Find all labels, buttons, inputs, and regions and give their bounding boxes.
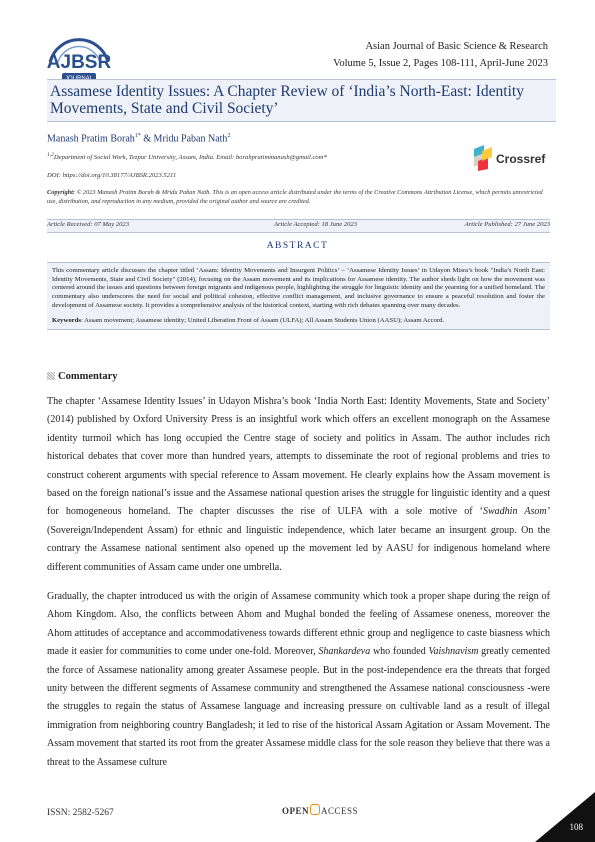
section-heading-text: Commentary [58, 371, 118, 382]
affiliation-sup: 1,2 [47, 152, 54, 158]
keywords [52, 317, 545, 326]
authors [47, 133, 230, 144]
author-1: Manash Pratim Borah [47, 133, 135, 145]
affiliation [47, 152, 327, 161]
article-dates [47, 219, 550, 233]
p2-text-b: who founded [370, 646, 429, 658]
journal-name: Asian Journal of Basic Science & Research [365, 41, 548, 52]
abstract-heading: ABSTRACT [266, 241, 329, 251]
date-received: Article Received: 07 May 2023 [47, 221, 130, 228]
issn: ISSN: 2582-5267 [47, 808, 114, 818]
journal-volume-info: Volume 5, Issue 2, Pages 108-111, April-June 2023 [333, 58, 548, 69]
section-marker-icon [47, 372, 55, 380]
p2-text-a: Gradually, the chapter introduced us with the origin of Assamese community which took a proper shape during the reign of Ahom Kingdom. Also, the conflicts between Ahom and Mughal bonded the feeling of Assamese oneness, moreover the Ahom attitudes of acceptance and accommodativeness towards different ethnic group and negligence to caste biasness which made it easier for communities to come under one-fold. Moreover, [47, 591, 550, 658]
paragraph-1 [47, 393, 550, 577]
logo-text: AJBSR [46, 52, 112, 73]
copyright-text: © 2023 Manash Pratim Borah & Mridu Paban Nath. This is an open access article distributed under the terms of the Creative Commons Attribution License, which permits unrestricted use, distribution, and reproduction in any medium, provided the original author and source are credited. [47, 189, 543, 205]
keywords-text: : Assam movement; Assamese identity; United Liberation Front of Assam (ULFA); All Assam Students Union (AASU); Assam Accord. [80, 316, 445, 324]
oa-open-text: OPEN [282, 806, 310, 816]
journal-logo [40, 22, 118, 86]
article-title: Assamese Identity Issues: A Chapter Review of ‘India’s North-East: Identity Movements, State and Civil Society’ [50, 83, 524, 117]
date-published: Article Published: 27 June 2023 [464, 221, 550, 228]
keywords-label: Keywords [52, 316, 81, 324]
title-box [47, 79, 556, 122]
page-corner-triangle [535, 792, 595, 842]
oa-access-text: ACCESS [321, 806, 359, 816]
crossref-logo[interactable] [472, 143, 552, 173]
page-number: 108 [569, 822, 583, 832]
affiliation-text: Department of Social Work, Tezpur University, Assam, India. Email: borahpratimmanash@gmail.com* [53, 154, 327, 162]
crossref-text: Crossref [496, 152, 546, 166]
copyright-notice [47, 188, 550, 206]
open-lock-icon [310, 804, 320, 815]
p2-text-c: greatly cemented the force of Assamese nationality among greater Assamese people. But in the post-independence era the threats that forged unity between the different segments of Assamese community and strengthened the Assamese national consciousness -were the struggles to regain the status of Assamese language and increasing pressure on cultivable land as a result of illegal immigration from neighboring country Bangladesh; it led to rise of the historical Assam Agitation or Assam Movement. The Assam movement that started its root from the greater Assamese middle class for the sole reason they believe that there was a threat to the Assamese culture [47, 646, 550, 768]
date-accepted: Article Accepted: 18 June 2023 [274, 221, 358, 228]
author-2-sup: 2 [227, 133, 231, 139]
p2-italic-2: Vaishnavism [428, 646, 479, 658]
p1-text-a: The chapter ‘Assamese Identity Issues’ in Udayon Mishra’s book ‘India North East: Identity Movements, State and Society’ (2014) published by Oxford University Press is an insightful work which offers an excellent monograph on the Assamese identity turmoil which has long occupied the Centre stage of society and politics in Assam. The author includes rich historical debates that cover more than hundred years, attempts to disseminate the root of regional problems and tries to construct coherent arguments with special reference to Assam movement. He clearly explains how the Assam movement is based on the foreign national’s issue and the Assamese national question arises the struggle for linguistic identity and a quest for homogeneous homeland. The chapter discusses the rise of ULFA with a sole motive of ‘ [47, 396, 550, 518]
abstract-box [47, 262, 550, 330]
p1-text-b: (Sovereign/Independent Assam) for ethnic and linguistic independence, which later became an insurgent group. On the contrary the Assamese national sentiment also opened up the movement led by AASU for indigenous homeland where different communities of Assam came under one umbrella. [47, 524, 550, 573]
author-separator: & [140, 133, 154, 145]
abstract-text: This commentary article discusses the chapter titled ‘Assam: Identity Movements and Insurgent Politics’ – ‘Assamese Identity Issues’ in Udayon Misra’s book "India’s North East: Identity Movements, State and Civil Society" (2014), focusing on the Assam movement and its implications for Assamese identity. The author sheds light on how the movement was centered around the issues and questions between foreign migrants and indigenous people, highlighting the struggle for linguistic identity and the yearning for a unified homeland. The commentary also underscores the need for social and political cohesion, effective conflict management, and inclusive governance to ensure a peaceful resolution and foster the development of Assamese society. It provides a comprehensive analysis of the historical context, starting with rich debates spanning over many decades. [52, 267, 545, 309]
doi-link[interactable]: DOI: https://doi.org/10.38177/AJBSR.2023.5211 [47, 172, 177, 179]
section-heading [47, 371, 117, 382]
author-2: Mridu Paban Nath [153, 133, 228, 145]
p2-italic-1: Shankardeva [318, 646, 371, 658]
paragraph-2 [47, 588, 550, 772]
open-access-badge [282, 804, 358, 816]
p1-italic: Swadhin Asom’ [483, 506, 550, 518]
author-1-sup: 1* [134, 133, 141, 139]
copyright-label: Copyright: [47, 189, 75, 196]
